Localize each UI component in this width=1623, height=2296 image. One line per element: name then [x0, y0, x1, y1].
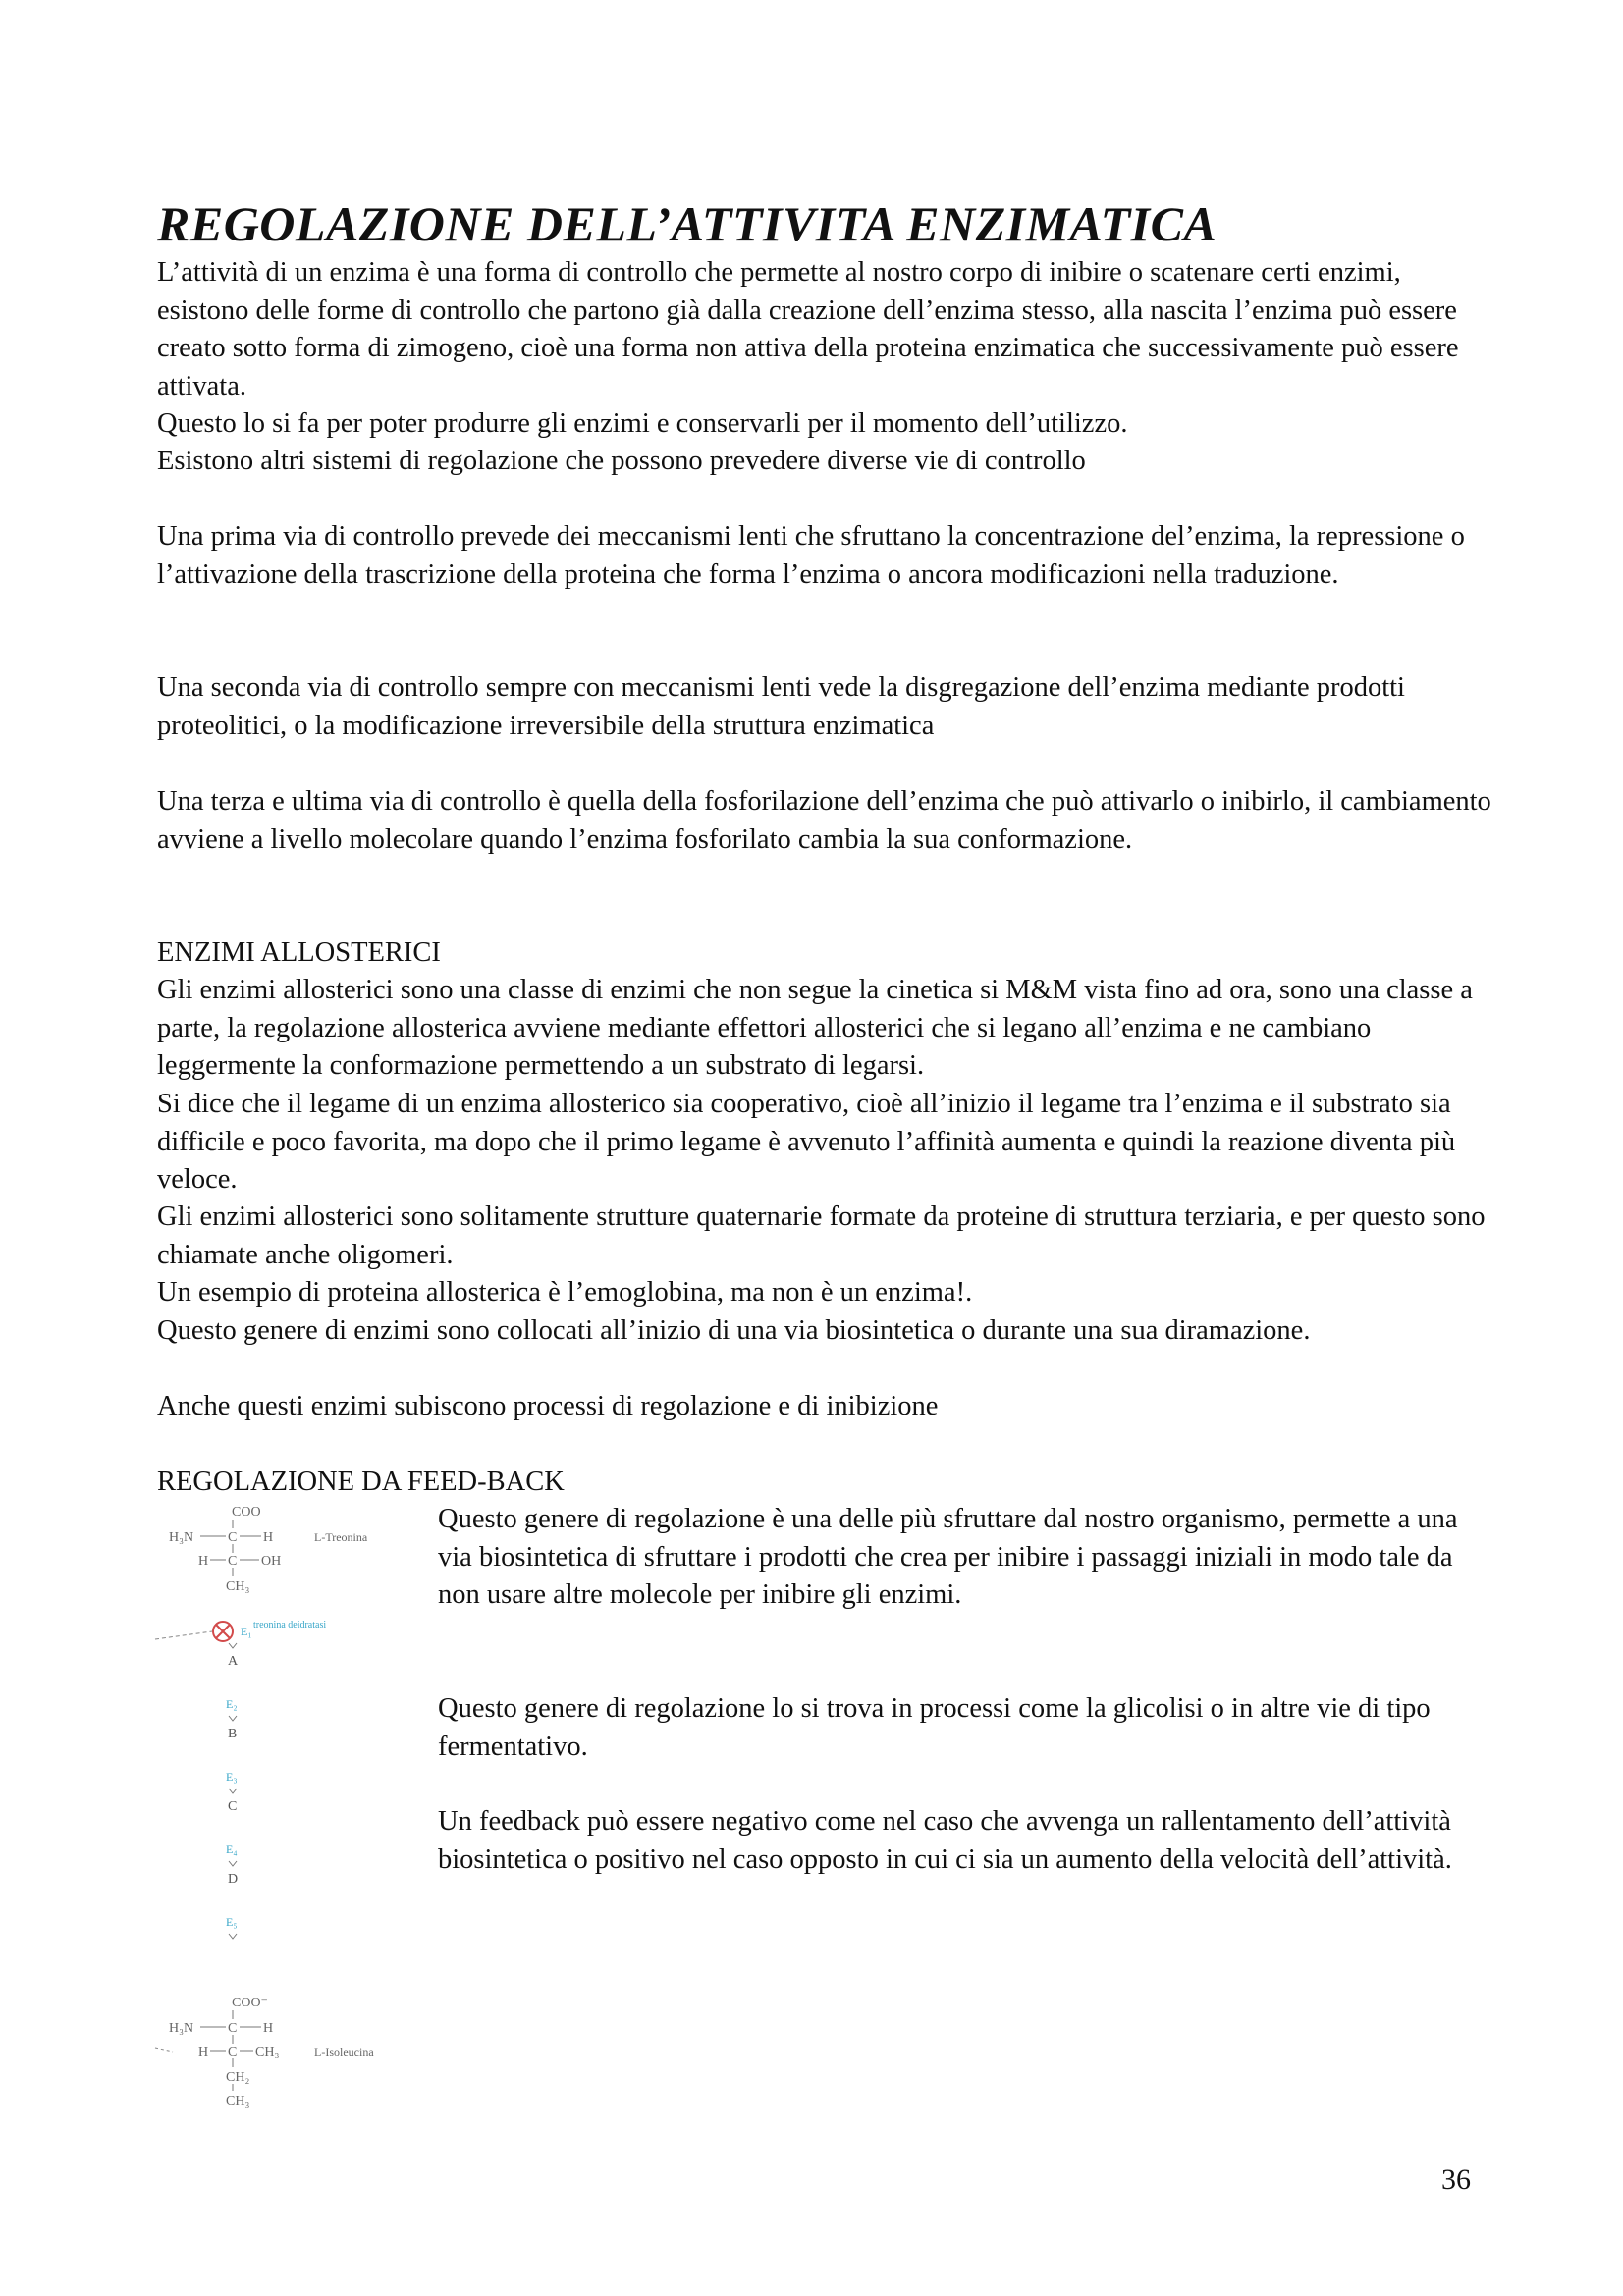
paragraph-second-control: Una seconda via di controllo sempre con meccanismi lenti vede la disgregazione dell’enzima mediante prodotti proteolitici, o la modificazione irreversibile della struttura enzimatica — [157, 672, 1405, 741]
enzyme-label: E₅ — [226, 1915, 238, 1929]
threonine-h2: H — [198, 1554, 209, 1569]
threonine-oh: OH — [261, 1554, 282, 1569]
threonine-c1: C — [228, 1530, 238, 1545]
pathway-intermediate: C — [228, 1799, 238, 1814]
enzyme-label: E₄ — [226, 1842, 238, 1856]
allosteric-line-4: Un esempio di proteina allosterica è l’emoglobina, ma non è un enzima!. — [157, 1277, 973, 1308]
pathway-intermediate: B — [228, 1727, 238, 1741]
feedback-pathway-figure — [147, 1502, 442, 2109]
isoleucine-structure — [155, 1996, 374, 2109]
allosteric-line-1: Gli enzimi allosterici sono una classe di enzimi che non segue la cinetica si M&M vista fino ad ora, sono una classe a parte, la regolazione allosterica avviene mediante effettori allosterici che si legano all’enzima e ne cambiano leggermente la conformazione permettendo a un substrato di legarsi. — [157, 975, 1473, 1081]
enzyme-label: E₂ — [226, 1697, 238, 1711]
arrow-down-icon — [229, 1861, 237, 1866]
intro-line-3: Esistono altri sistemi di regolazione che possono prevedere diverse vie di controllo — [157, 446, 1086, 476]
intro-line-2: Questo lo si fa per poter produrre gli enzimi e conservarli per il momento dell’utilizzo. — [157, 408, 1128, 439]
isoleucine-name: L-Isoleucina — [314, 2045, 374, 2058]
feedback-inhibition-marker — [155, 1622, 233, 1641]
heading-feedback: REGOLAZIONE DA FEED-BACK — [157, 1467, 565, 1497]
allosteric-line-5: Questo genere di enzimi sono collocati all’inizio di una via biosintetica o durante una sua diramazione. — [157, 1315, 1311, 1346]
page-number: 36 — [1441, 2163, 1471, 2196]
threonine-name: L-Treonina — [314, 1530, 368, 1544]
threonine-structure — [169, 1505, 368, 1594]
allosteric-line-6: Anche questi enzimi subiscono processi di regolazione e di inibizione — [157, 1391, 939, 1421]
arrow-down-icon — [229, 1934, 237, 1939]
isoleucine-h: H — [263, 2021, 274, 2036]
intro-paragraph: L’attività di un enzima è una forma di controllo che permette al nostro corpo di inibire o scatenare certi enzimi, esistono delle forme di controllo che partono già dalla creazione dell’enzima stesso, alla nascita l’enzima può essere creato sotto forma di zimogeno, cioè una forma non attiva della proteina enzimatica che successivamente può essere attivata. — [157, 257, 1459, 401]
isoleucine-ch3: CH₃ — [255, 2045, 280, 2059]
paragraph-first-control: Una prima via di controllo prevede dei meccanismi lenti che sfruttano la concentrazione del’enzima, la repressione o l’attivazione della trascrizione della proteina che forma l’enzima o ancora modificazioni nella traduzione. — [157, 521, 1465, 590]
allosteric-line-2: Si dice che il legame di un enzima allosterico sia cooperativo, cioè all’inizio il legame tra l’enzima e il substrato sia difficile e poco favorita, ma dopo che il primo legame è avvenuto l’affinità aumenta e quindi la reazione diventa più veloce. — [157, 1089, 1456, 1195]
threonine-h: H — [263, 1530, 274, 1545]
isoleucine-h2: H — [198, 2045, 209, 2059]
page-title: REGOLAZIONE DELL’ATTIVITA ENZIMATICA — [157, 196, 1217, 251]
isoleucine-c2: C — [228, 2045, 238, 2059]
pathway-intermediate: A — [228, 1654, 239, 1669]
enzyme-name-label: treonina deidratasi — [253, 1620, 327, 1630]
isoleucine-c1: C — [228, 2021, 238, 2036]
feedback-paragraph-3: Un feedback può essere negativo come nel caso che avvenga un rallentamento dell’attività biosintetica o positivo nel caso opposto in cui ci sia un aumento della velocità dell’attività. — [438, 1806, 1452, 1875]
isoleucine-h3n: H₃N — [169, 2021, 194, 2036]
feedback-paragraph-1: Questo genere di regolazione è una delle più sfruttare dal nostro organismo, permette a una via biosintetica di sfruttare i prodotti che crea per inibire i passaggi iniziali in modo tale da non usare altre molecole per inibire gli enzimi. — [438, 1504, 1458, 1610]
enzyme-label: E₁ — [241, 1625, 252, 1638]
feedback-paragraph-2: Questo genere di regolazione lo si trova in processi come la glicolisi o in altre vie di tipo fermentativo. — [438, 1693, 1431, 1762]
pathway-steps — [226, 1620, 326, 1939]
threonine-ch3: CH₃ — [226, 1579, 250, 1594]
arrow-down-icon — [229, 1643, 237, 1648]
inhibition-line — [155, 2048, 173, 2052]
threonine-h3n: H₃N — [169, 1530, 194, 1545]
isoleucine-ch2: CH₂ — [226, 2070, 250, 2085]
heading-allosteric: ENZIMI ALLOSTERICI — [157, 937, 441, 968]
isoleucine-ch3b: CH₃ — [226, 2094, 250, 2109]
arrow-down-icon — [229, 1716, 237, 1721]
arrow-down-icon — [229, 1789, 237, 1793]
paragraph-third-control: Una terza e ultima via di controllo è quella della fosforilazione dell’enzima che può attivarlo o inibirlo, il cambiamento avviene a livello molecolare quando l’enzima fosforilato cambia la sua conformazione. — [157, 786, 1491, 855]
enzyme-label: E₃ — [226, 1770, 238, 1784]
inhibition-line — [155, 1631, 212, 1639]
allosteric-line-3: Gli enzimi allosterici sono solitamente strutture quaternarie formate da proteine di struttura terziaria, e per questo sono chiamate anche oligomeri. — [157, 1201, 1486, 1270]
isoleucine-coo: COO⁻ — [232, 1996, 268, 2010]
threonine-coo: COO — [232, 1505, 261, 1520]
threonine-c2: C — [228, 1554, 238, 1569]
pathway-intermediate: D — [228, 1872, 239, 1887]
